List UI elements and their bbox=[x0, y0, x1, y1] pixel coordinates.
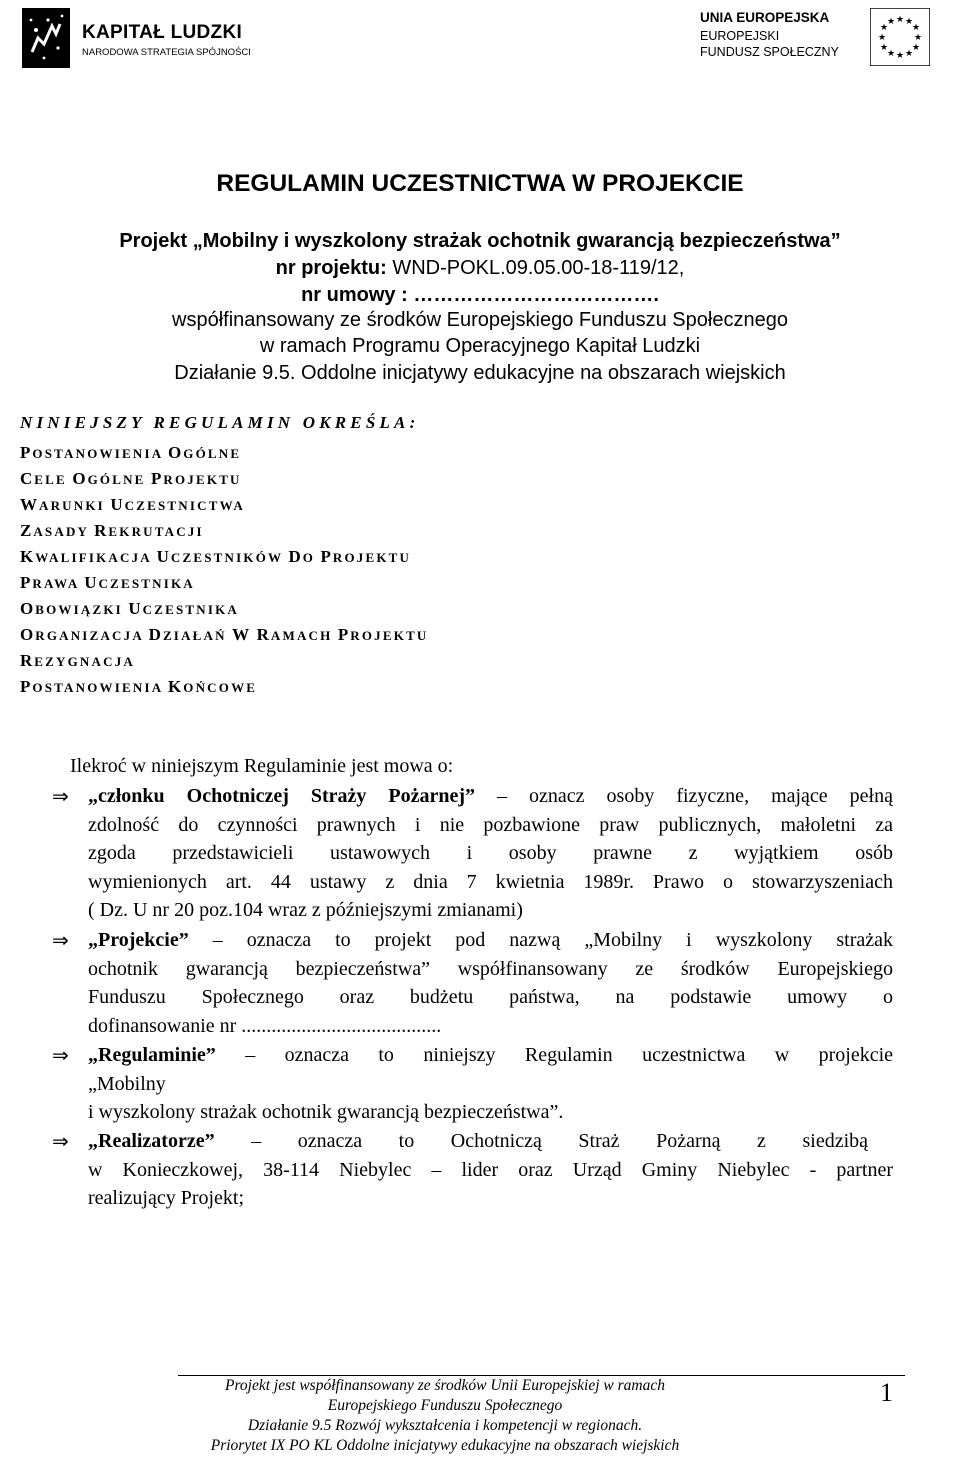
svg-text:★: ★ bbox=[886, 17, 896, 27]
definitions-intro: Ilekroć w niniejszym Regulaminie jest mowa o: bbox=[70, 755, 454, 777]
toc-item: ORGANIZACJA DZIAŁAŃ W RAMACH PROJEKTU bbox=[20, 625, 429, 644]
svg-text:★: ★ bbox=[879, 23, 889, 33]
toc-item: CELE OGÓLNE PROJEKTU bbox=[20, 469, 242, 488]
svg-text:★: ★ bbox=[895, 51, 905, 61]
definition-term: „Regulaminie” bbox=[88, 1044, 216, 1066]
definition-member bbox=[88, 782, 893, 925]
eu-stars-icon bbox=[870, 8, 930, 66]
kapital-ludzki-emblem-icon bbox=[22, 8, 70, 68]
definition-line: realizujący Projekt; bbox=[88, 1187, 245, 1209]
definition-line: zgoda przedstawicieli ustawowych i osoby prawne z wyjątkiem osób bbox=[88, 842, 893, 864]
arrow-icon: ⇒ bbox=[52, 1043, 69, 1067]
logo-subtitle: NARODOWA STRATEGIA SPÓJNOŚCI bbox=[82, 47, 251, 58]
toc-item: POSTANOWIENIA OGÓLNE bbox=[20, 443, 242, 462]
definition-line: ochotnik gwarancją bezpieczeństwa” współfinansowany ze środków Europejskiego bbox=[88, 957, 893, 980]
project-number-label: nr projektu: bbox=[275, 257, 393, 279]
definition-term: „Projekcie” bbox=[88, 929, 189, 951]
svg-text:★: ★ bbox=[877, 33, 887, 43]
definition-text: – oznacza to projekt pod nazwą „Mobilny i wyszkolony strażak bbox=[212, 929, 893, 951]
definition-text: – oznacza to niniejszy Regulamin uczestnictwa w projekcie bbox=[245, 1044, 894, 1066]
svg-text:★: ★ bbox=[886, 49, 896, 59]
svg-text:★: ★ bbox=[879, 43, 889, 53]
definition-line bbox=[88, 1041, 893, 1070]
definition-line: ( Dz. U nr 20 poz.104 wraz z późniejszymi zmianami) bbox=[88, 899, 523, 921]
definition-line: Funduszu Społecznego oraz budżetu państwa, na podstawie umowy o bbox=[88, 986, 893, 1008]
definition-term: „Realizatorze” bbox=[88, 1130, 215, 1152]
logo-title: KAPITAŁ LUDZKI bbox=[82, 22, 243, 43]
document-title: REGULAMIN UCZESTNICTWA W PROJEKCIE bbox=[216, 170, 744, 197]
definition-line: „Mobilny bbox=[88, 1072, 166, 1095]
definition-line bbox=[88, 1127, 868, 1156]
toc-heading: NINIEJSZY REGULAMIN OKREŚLA: bbox=[20, 413, 420, 432]
definition-text: – oznacz osoby fizyczne, mające pełną bbox=[497, 785, 893, 807]
toc-item: PRAWA UCZESTNIKA bbox=[20, 573, 195, 592]
footer-line: Działanie 9.5 Rozwój wykształcenia i kompetencji w regionach. bbox=[247, 1417, 643, 1434]
toc-item: WARUNKI UCZESTNICTWA bbox=[20, 495, 245, 514]
definition-line bbox=[88, 926, 893, 955]
svg-text:★: ★ bbox=[911, 23, 921, 33]
eu-logo-line3: FUNDUSZ SPOŁECZNY bbox=[700, 45, 839, 59]
definition-implementer bbox=[88, 1127, 893, 1213]
eu-logo-line2: EUROPEJSKI bbox=[700, 29, 780, 43]
cofinanced-line: współfinansowany ze środków Europejskiego Funduszu Społecznego bbox=[172, 309, 788, 331]
action-line: Działanie 9.5. Oddolne inicjatywy edukacyjne na obszarach wiejskich bbox=[174, 362, 786, 384]
arrow-icon: ⇒ bbox=[52, 928, 69, 952]
programme-line: w ramach Programu Operacyjnego Kapitał Ludzki bbox=[259, 335, 701, 357]
definition-line: w Konieczkowej, 38-114 Niebylec – lider oraz Urząd Gminy Niebylec - partner bbox=[88, 1158, 893, 1181]
definition-term: „członku Ochotniczej Straży Pożarnej” bbox=[88, 785, 476, 807]
definition-project bbox=[88, 926, 893, 1040]
definition-line: zdolność do czynności prawnych i nie pozbawione praw publicznych, małoletni za bbox=[88, 813, 893, 836]
project-title: Projekt „Mobilny i wyszkolony strażak ochotnik gwarancją bezpieczeństwa” bbox=[119, 230, 841, 252]
toc-item: POSTANOWIENIA KOŃCOWE bbox=[20, 677, 258, 696]
footer-rule bbox=[178, 1375, 905, 1376]
footer-line: Priorytet IX PO KL Oddolne inicjatywy edukacyjne na obszarach wiejskich bbox=[210, 1437, 680, 1454]
definition-line: i wyszkolony strażak ochotnik gwarancją bezpieczeństwa”. bbox=[88, 1101, 564, 1123]
eu-logo-line1: UNIA EUROPEJSKA bbox=[700, 10, 830, 25]
arrow-icon: ⇒ bbox=[52, 1129, 69, 1153]
footer-line: Projekt jest współfinansowany ze środków Unii Europejskiej w ramach bbox=[225, 1377, 665, 1394]
definition-regulations bbox=[88, 1041, 893, 1127]
definition-line: dofinansowanie nr ........................................ bbox=[88, 1014, 442, 1037]
kapital-ludzki-logo bbox=[22, 8, 251, 68]
contract-number: nr umowy : ………………………………. bbox=[301, 284, 659, 306]
definition-line bbox=[88, 782, 893, 811]
footer-line: Europejskiego Funduszu Społecznego bbox=[327, 1397, 563, 1414]
svg-text:★: ★ bbox=[904, 17, 914, 27]
toc-item: ZASADY REKRUTACJI bbox=[20, 521, 204, 540]
toc-item: KWALIFIKACJA UCZESTNIKÓW DO PROJEKTU bbox=[20, 547, 412, 566]
svg-text:★: ★ bbox=[904, 49, 914, 59]
toc-item: REZYGNACJA bbox=[20, 651, 135, 670]
page-number: 1 bbox=[880, 1378, 893, 1407]
arrow-icon: ⇒ bbox=[52, 784, 69, 808]
svg-text:★: ★ bbox=[895, 15, 905, 25]
toc-item: OBOWIĄZKI UCZESTNIKA bbox=[20, 599, 240, 618]
project-number-line bbox=[0, 257, 960, 280]
svg-text:★: ★ bbox=[913, 33, 923, 43]
svg-text:★: ★ bbox=[911, 43, 921, 53]
project-number: WND-POKL.09.05.00-18-119/12, bbox=[392, 257, 685, 279]
eu-logo bbox=[700, 8, 940, 68]
definition-text: – oznacza to Ochotniczą Straż Pożarną z siedzibą bbox=[251, 1130, 868, 1152]
definition-line: wymienionych art. 44 ustawy z dnia 7 kwietnia 1989r. Prawo o stowarzyszeniach bbox=[88, 870, 893, 893]
